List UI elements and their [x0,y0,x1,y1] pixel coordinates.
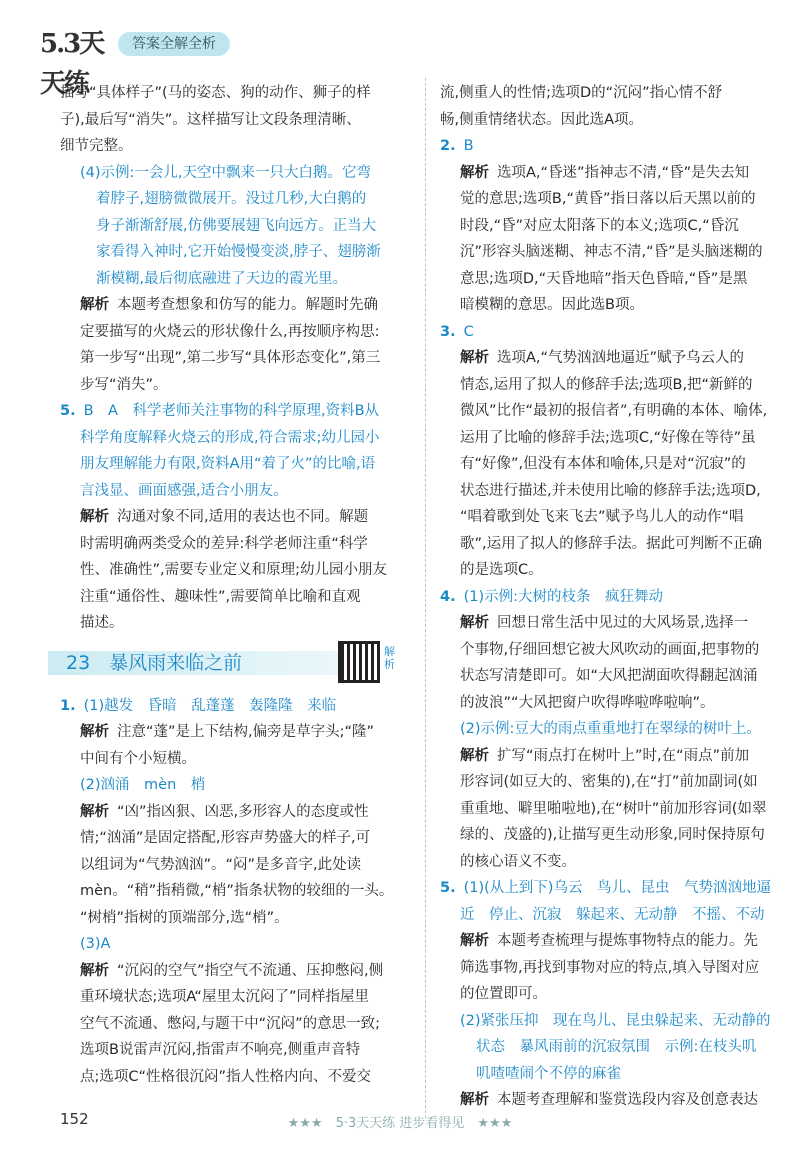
line-text: (1)示例:大树的枝条 疯狂舞动 [463,588,664,605]
line-text: 绿的、茂盛的),让描写更生动形象,同时保持原句 [460,827,765,843]
analysis-line [60,958,414,985]
line-text: 第一步写“出现”,第二步写“具体形态变化”,第三 [80,350,381,366]
line-text: 身子渐渐舒展,仿佛要展翅飞向远方。正当大 [96,217,377,234]
analysis-label: 解析 [80,509,109,525]
text-line [60,319,414,346]
line-text: B [463,138,474,154]
line-text: 歌”,运用了拟人的修辞手法。据此可判断不正确 [460,535,763,552]
answer-line [60,478,414,505]
line-text: 情态,运用了拟人的修辞手法;选项B,把“新鲜的 [460,376,753,393]
line-text: (1)(从上到下)乌云 鸟儿、昆虫 气势汹汹地逼 [463,880,771,896]
line-text: 情;“汹涌”是固定搭配,形容声势盛大的样子,可 [80,830,371,846]
answer-line [60,772,414,799]
header-tag: 答案全解全析 [118,32,230,56]
line-text: 微风”比作“最初的报信者”,有明确的本体、喻体, [460,403,768,419]
line-text: 选项A,“气势汹汹地逼近”赋予乌云人的 [497,350,745,366]
answer-line [440,1061,790,1088]
line-text: 渐模糊,最后彻底融进了天边的霞光里。 [96,270,348,287]
text-line [60,1064,414,1091]
question-line [60,398,414,425]
line-text: 有“好像”,但没有本体和喻体,只是对“沉寂”的 [460,456,746,472]
question-number: 3. [440,323,456,340]
text-line [440,955,790,982]
text-line [440,398,790,425]
question-number: 4. [440,588,456,605]
line-text: 个事物,仔细回想它被大风吹动的画面,把事物的 [460,641,760,658]
text-line [60,1037,414,1064]
text-line [60,345,414,372]
line-text: 步写“消失”。 [80,376,168,393]
line-text: (2)汹涌 mèn 梢 [80,777,206,793]
line-text: “树梢”指树的顶端部分,选“梢”。 [80,909,289,926]
analysis-line [60,292,414,319]
line-text: “凶”指凶狠、凶恶,多形容人的态度或性 [117,803,369,820]
answer-line [60,425,414,452]
page-number: 152 [60,1110,89,1128]
text-line [60,878,414,905]
line-text: 重重地、噼里啪啦地),在“树叶”前加形容词(如翠 [460,800,767,817]
text-line [60,746,414,773]
line-text: 流,侧重人的性情;选项D的“沉闷”指心情不舒 [440,85,723,101]
line-text: 以组词为“气势汹汹”。“闷”是多音字,此处读 [80,856,362,873]
line-text: 形容词(如豆大的、密集的),在“打”前加副词(如 [460,774,758,790]
line-text: (4)示例:一会儿,天空中飘来一只大白鹅。它弯 [80,164,372,181]
text-line [60,905,414,932]
analysis-label: 解析 [80,724,109,740]
analysis-line [60,719,414,746]
column-divider [425,78,426,1118]
analysis-label: 解析 [460,747,489,764]
line-text: 子),最后写“消失”。这样描写让文段条理清晰、 [60,111,361,128]
line-text: 选项B说雷声沉闷,指雷声不响亮,侧重声音特 [80,1042,361,1058]
text-line [60,133,414,160]
line-text: mèn。“稍”指稍微,“梢”指条状物的较细的一头。 [80,883,394,899]
section-title: 23 暴风雨来临之前 [66,651,243,674]
line-text: 的是选项C。 [460,562,543,578]
line-text: 叽喳喳闹个不停的麻雀 [476,1065,621,1082]
line-text: 的位置即可。 [460,986,547,1002]
question-line [60,693,414,720]
analysis-label: 解析 [80,803,109,820]
line-text: “沉闷的空气”指空气不流通、压抑憋闷,侧 [117,962,384,979]
line-text: 扩写“雨点打在树叶上”时,在“雨点”前加 [497,747,750,764]
answer-line [440,1008,790,1035]
answer-line [440,716,790,743]
line-text: 空气不流通、憋闷,与题干中“沉闷”的意思一致; [80,1015,381,1032]
line-text: C [463,323,474,340]
line-text: B A 科学老师关注事物的科学原理,资料B从 [83,403,380,419]
line-text: 的核心语义不变。 [460,853,576,870]
text-line [60,107,414,134]
answer-line [60,186,414,213]
text-line [440,557,790,584]
text-line [440,239,790,266]
line-text: 言浅显、画面感强,适合小朋友。 [80,482,288,499]
analysis-label: 解析 [460,1092,489,1108]
line-text: 科学角度解释火烧云的形成,符合需求;幼儿园小 [80,429,380,446]
section-heading [48,645,414,683]
line-text: 描写“具体样子”(马的姿态、狗的动作、狮子的样 [60,85,371,101]
line-text: 沟通对象不同,适用的表达也不同。解题 [117,509,369,525]
line-text: 本题考查想象和仿写的能力。解题时先确 [117,297,378,313]
text-line [440,80,790,107]
line-text: 筛选事物,再找到事物对应的特点,填入导图对应 [460,959,760,976]
line-text: 运用了比喻的修辞手法;选项C,“好像在等待”虽 [460,429,756,446]
answer-line [440,1034,790,1061]
line-text: 暗模糊的意思。因此选B项。 [460,297,644,313]
text-line [440,213,790,240]
text-line [440,186,790,213]
text-line [60,557,414,584]
text-line [60,610,414,637]
analysis-line [440,1087,790,1114]
analysis-line [60,799,414,826]
answer-line [60,239,414,266]
line-text: (2)紧张压抑 现在鸟儿、昆虫躲起来、无动静的 [460,1012,771,1029]
question-number: 1. [60,697,76,714]
analysis-line [440,610,790,637]
analysis-label: 解析 [80,962,109,979]
line-text: 细节完整。 [60,138,133,154]
analysis-label: 解析 [80,297,109,313]
line-text: 中间有个小短横。 [80,750,196,767]
line-text: 觉的意思;选项B,“黄昏”指日落以后天黑以前的 [460,191,756,207]
text-line [440,425,790,452]
analysis-line [440,160,790,187]
question-number: 2. [440,138,456,154]
text-line [440,663,790,690]
line-text: 本题考查梳理与提炼事物特点的能力。先 [497,933,758,949]
footer-slogan: ★★★ 5·3天天练 进步看得见 ★★★ [287,1116,513,1131]
analysis-line [440,743,790,770]
question-line [440,584,790,611]
question-number: 5. [60,403,76,419]
analysis-label: 解析 [460,933,489,949]
text-line [60,531,414,558]
analysis-line [440,345,790,372]
line-text: 状态写清楚即可。如“大风把湖面吹得翻起汹涌 [460,668,758,684]
line-text: 沉”形容头脑迷糊、神志不清,“昏”是头脑迷糊的 [460,244,763,260]
question-line [440,319,790,346]
line-text: 时段,“昏”对应太阳落下的本义;选项C,“昏沉 [460,217,739,234]
analysis-label: 解析 [460,164,489,181]
line-text: 的波浪”“大风把窗户吹得哗啦哗啦响”。 [460,694,715,711]
line-text: 描述。 [80,615,124,631]
answer-line [440,902,790,929]
line-text: 本题考查理解和鉴赏选段内容及创意表达 [497,1092,758,1108]
text-line [440,292,790,319]
line-text: 定要描写的火烧云的形状像什么,再按顺序构思: [80,323,380,340]
qr-code-icon[interactable] [338,641,380,683]
text-line [60,80,414,107]
line-text: 意思;选项D,“天昏地暗”指天色昏暗,“昏”是黑 [460,270,748,287]
text-line [440,478,790,505]
text-line [440,637,790,664]
text-line [440,769,790,796]
text-line [60,372,414,399]
analysis-label: 解析 [460,350,489,366]
answer-line [60,160,414,187]
line-text: (2)示例:豆大的雨点重重地打在翠绿的树叶上。 [460,721,761,737]
answer-line [60,213,414,240]
analysis-line [440,928,790,955]
line-text: 选项A,“昏迷”指神志不清,“昏”是失去知 [497,164,750,181]
text-line [440,849,790,876]
text-line [60,584,414,611]
text-line [440,107,790,134]
text-line [440,266,790,293]
text-line [440,690,790,717]
line-text: 性、准确性”,需要专业定义和原理;幼儿园小朋友 [80,562,388,578]
brand-logo: 5.3天天练 [40,29,104,99]
line-text: 时需明确两类受众的差异:科学老师注重“科学 [80,535,368,552]
line-text: 畅,侧重情绪状态。因此选A项。 [440,111,644,128]
line-text: 重环境状态;选项A“屋里太沉闷了”同样指屋里 [80,989,369,1005]
line-text: 注重“通俗性、趣味性”,需要简单比喻和直观 [80,588,361,605]
text-line [440,531,790,558]
text-line [440,372,790,399]
text-line [60,825,414,852]
analysis-label: 解析 [460,615,489,631]
question-number: 5. [440,880,456,896]
line-text: 朋友理解能力有限,资料A用“着了火”的比喻,语 [80,456,376,472]
answer-line [60,451,414,478]
question-line [440,133,790,160]
text-line [440,822,790,849]
qr-label: 解析 [384,644,395,671]
text-line [60,984,414,1011]
line-text: 近 停止、沉寂 躲起来、无动静 不摇、不动 [460,906,765,923]
text-line [440,451,790,478]
line-text: 注意“蓬”是上下结构,偏旁是草字头;“隆” [117,724,375,740]
line-text: 家看得入神时,它开始慢慢变淡,脖子、翅膀渐 [96,244,381,260]
text-line [60,1011,414,1038]
line-text: 状态 暴风雨前的沉寂氛围 示例:在枝头叽 [476,1039,757,1055]
analysis-line [60,504,414,531]
text-line [60,852,414,879]
line-text: 状态进行描述,并未使用比喻的修辞手法;选项D, [460,482,761,499]
line-text: (3)A [80,936,111,952]
question-line [440,875,790,902]
right-column [440,80,790,1114]
line-text: (1)越发 昏暗 乱蓬蓬 轰隆隆 来临 [83,697,337,714]
text-line [440,981,790,1008]
text-line [440,504,790,531]
line-text: “唱着歌到处飞来飞去”赋予鸟儿人的动作“唱 [460,509,744,525]
line-text: 着脖子,翅膀微微展开。没过几秒,大白鹅的 [96,191,367,207]
answer-line [60,266,414,293]
line-text: 点;选项C“性格很沉闷”指人性格内向、不爱交 [80,1068,372,1085]
line-text: 回想日常生活中见过的大风场景,选择一 [497,615,749,631]
answer-line [60,931,414,958]
text-line [440,796,790,823]
left-column [60,80,414,1090]
